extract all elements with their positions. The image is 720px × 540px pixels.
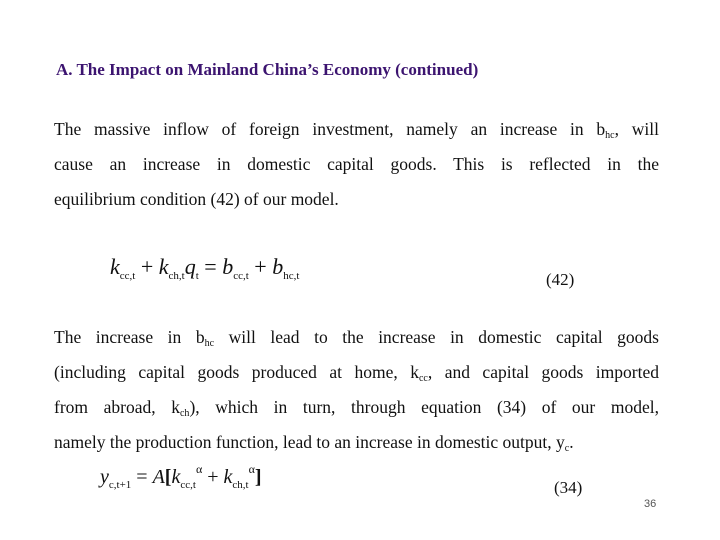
slide-title: A. The Impact on Mainland China’s Economy (continued) bbox=[56, 60, 479, 79]
page-number: 36 bbox=[644, 498, 657, 510]
eq-subscript: c,t+1 bbox=[108, 479, 132, 491]
subscript: hc bbox=[605, 130, 615, 141]
eq-subscript: hc,t bbox=[283, 270, 300, 282]
eq-bracket: ] bbox=[254, 466, 262, 488]
text: . bbox=[569, 432, 574, 452]
eq-symbol: y bbox=[100, 466, 109, 488]
eq-operator: + bbox=[248, 254, 273, 279]
text: ), which in turn, through equation (34) of our model, bbox=[189, 397, 659, 417]
eq-symbol: A bbox=[152, 466, 165, 488]
text: The massive inflow of foreign investment, namely an increase in b bbox=[54, 119, 606, 139]
eq-bracket: [ bbox=[164, 466, 172, 488]
eq-symbol: k bbox=[171, 466, 181, 488]
text: namely the production function, lead to an increase in domestic output, y bbox=[54, 432, 565, 452]
eq-symbol: b bbox=[222, 254, 234, 279]
eq-operator: = bbox=[131, 466, 153, 488]
paragraph-2 bbox=[54, 320, 659, 460]
paragraph-2-line-1 bbox=[54, 320, 659, 355]
paragraph-1-line-3: equilibrium condition (42) of our model. bbox=[54, 189, 339, 209]
eq-operator: + bbox=[202, 466, 224, 488]
paragraph-2-line-3 bbox=[54, 390, 659, 425]
eq-superscript: α bbox=[195, 462, 203, 476]
eq-subscript: ch,t bbox=[232, 479, 249, 491]
text: (including capital goods produced at home, k bbox=[54, 362, 419, 382]
eq-operator: + bbox=[135, 254, 159, 279]
eq-subscript: cc,t bbox=[119, 270, 136, 282]
equation-42-number: (42) bbox=[546, 270, 575, 289]
eq-subscript: cc,t bbox=[233, 270, 249, 282]
text: The increase in b bbox=[54, 327, 205, 347]
eq-operator: = bbox=[198, 254, 223, 279]
eq-symbol: b bbox=[272, 254, 284, 279]
eq-superscript: α bbox=[248, 462, 255, 476]
subscript: hc bbox=[204, 338, 215, 349]
eq-symbol: k bbox=[223, 466, 233, 488]
paragraph-1-line-1 bbox=[54, 112, 659, 147]
eq-subscript: ch,t bbox=[168, 270, 185, 282]
paragraph-1 bbox=[54, 112, 659, 217]
equation-34-number: (34) bbox=[554, 478, 583, 497]
eq-symbol: k bbox=[110, 254, 120, 279]
paragraph-1-line-2: cause an increase in domestic capital goods. This is reflected in the bbox=[54, 154, 659, 174]
paragraph-2-line-2 bbox=[54, 355, 659, 390]
subscript: ch bbox=[179, 408, 190, 419]
text: , will bbox=[614, 119, 659, 139]
eq-symbol: k bbox=[158, 254, 169, 279]
paragraph-2-line-4 bbox=[54, 425, 659, 460]
text: will lead to the increase in domestic capital goods bbox=[214, 327, 659, 347]
subscript: cc bbox=[418, 373, 428, 384]
equation-42 bbox=[110, 254, 299, 280]
subscript: c bbox=[564, 443, 570, 454]
text: , and capital goods imported bbox=[427, 362, 659, 382]
eq-subscript: t bbox=[195, 270, 199, 282]
text: from abroad, k bbox=[54, 397, 180, 417]
equation-34 bbox=[100, 462, 262, 491]
eq-symbol: q bbox=[184, 254, 196, 279]
eq-subscript: cc,t bbox=[180, 479, 196, 491]
